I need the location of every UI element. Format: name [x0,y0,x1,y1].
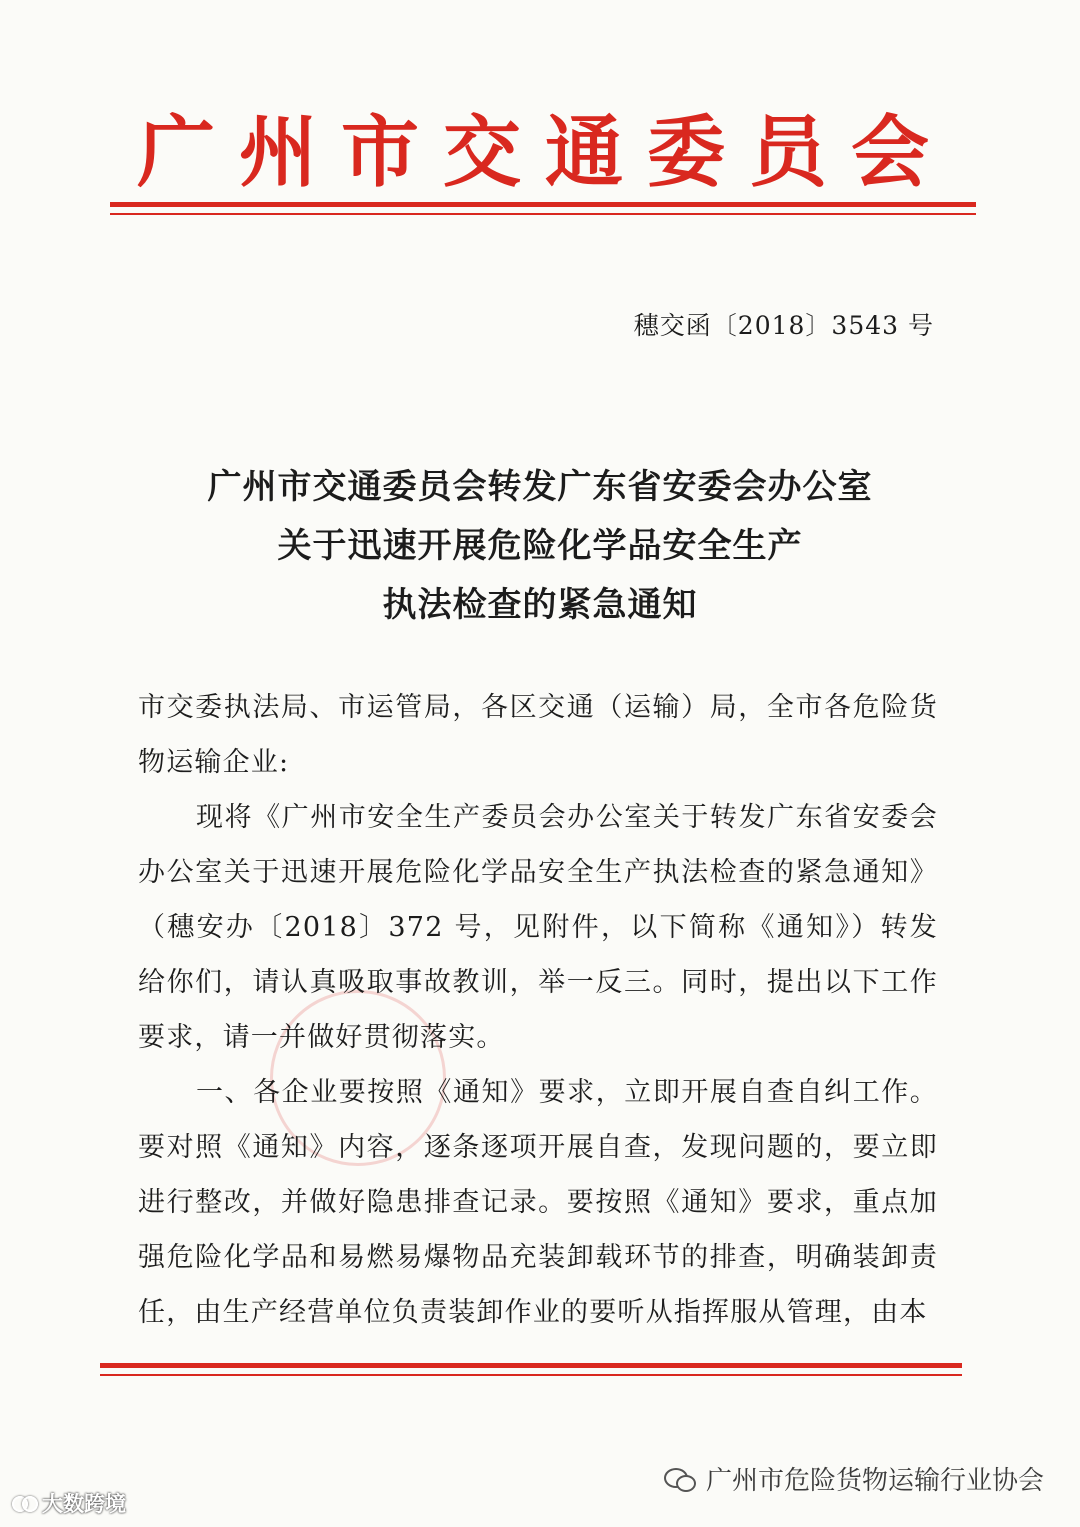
header-red-rule-thin [110,213,976,215]
footer-red-rule-thick [100,1363,962,1368]
paragraph-2: 一、各企业要按照《通知》要求，立即开展自查自纠工作。要对照《通知》内容，逐条逐项开展自查，发现问题的，要立即进行整改，并做好隐患排查记录。要按照《通知》要求，重点加强危险化学品和易燃易爆物品充装卸载环节的排查，明确装卸责任，由生产经营单位负责装卸作业的要听从指挥服从管理，由本 [138,1077,938,1328]
wechat-icon [664,1466,696,1492]
footer-red-rule-thin [100,1374,962,1376]
issuer-header: 广州市交通委员会 [136,108,953,198]
document-title [120,458,960,635]
rings-logo-icon [12,1494,36,1512]
document-number: 穗交函〔2018〕3543 号 [633,311,934,340]
brand-name: 大数跨境 [42,1492,126,1516]
header-red-rule-thick [110,202,976,207]
paragraph-1: 现将《广州市安全生产委员会办公室关于转发广东省安委会办公室关于迅速开展危险化学品安全生产执法检查的紧急通知》（穗安办〔2018〕372 号，见附件，以下简称《通知》）转发给你们，请认真吸取事故教训，举一反三。同时，提出以下工作要求，请一并做好贯彻落实。 [138,802,938,1053]
recipients-line: 市交委执法局、市运管局，各区交通（运输）局，全市各危险货物运输企业: [138,692,938,778]
account-watermark [664,1460,1044,1497]
title-line-3: 执法检查的紧急通知 [382,585,698,625]
document-body [138,680,938,1340]
account-name: 广州市危险货物运输行业协会 [705,1466,1044,1496]
title-line-2: 关于迅速开展危险化学品安全生产 [277,526,803,566]
brand-watermark [12,1488,126,1518]
title-line-1: 广州市交通委员会转发广东省安委会办公室 [207,467,873,507]
